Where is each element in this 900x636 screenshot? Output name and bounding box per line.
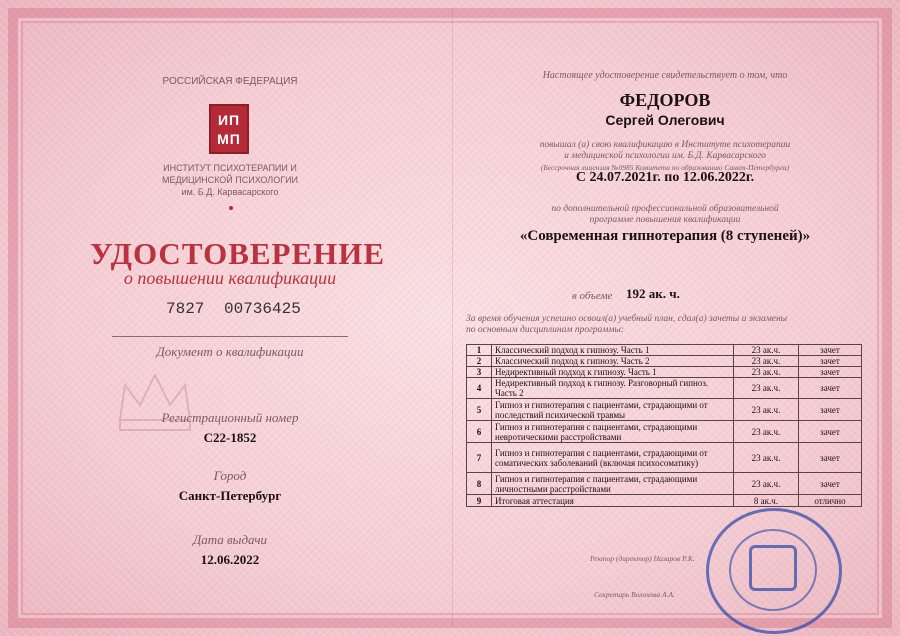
subject-name: Гипноз и гипнотерапия с пациентами, страдающими личностными расстройствами [492, 473, 734, 495]
subject-hours: 23 ак.ч. [734, 421, 799, 443]
holder-surname: ФЕДОРОВ [619, 90, 711, 110]
holder-name: Сергей Олегович [605, 112, 725, 128]
subject-row [467, 473, 862, 495]
program-name: «Современная гипнотерапия (8 ступеней)» [519, 228, 811, 244]
rector-signature-line: Ректор (директор) Назаров Р.К. [590, 554, 695, 563]
subject-name: Классический подход к гипнозу. Часть 1 [492, 345, 734, 356]
doc-type-label: Документ о квалификации [156, 344, 304, 359]
series-number: 7827 [166, 300, 205, 318]
qualification-line: и медицинской психологии им. Б.Д. Карвасарского [564, 151, 766, 161]
subject-number: 2 [467, 356, 492, 367]
program-intro [470, 204, 860, 226]
passed-line: по основным дисциплинам программы: [466, 325, 625, 335]
qualification-text [470, 140, 860, 173]
reg-number-label: Регистрационный номер [161, 410, 299, 425]
subject-hours: 23 ак.ч. [734, 399, 799, 421]
divider [112, 336, 348, 337]
institute-name [140, 162, 320, 198]
subject-result: зачет [799, 367, 862, 378]
qualification-line: повышал (а) свою квалификацию в Институте психотерапии [539, 140, 791, 150]
document-title: УДОСТОВЕРЕНИЕ [90, 236, 386, 271]
country-label: РОССИЙСКАЯ ФЕДЕРАЦИЯ [162, 76, 298, 87]
subject-name: Недирективный подход к гипнозу. Часть 1 [492, 367, 734, 378]
program-intro-line: по дополнительной профессиональной образовательной [551, 204, 779, 214]
city-label: Город [213, 468, 247, 483]
subject-row [467, 345, 862, 356]
subject-row [467, 378, 862, 399]
subject-row [467, 495, 862, 507]
dot-ornament [229, 206, 233, 210]
document-subtitle: о повышении квалификации [123, 268, 337, 288]
subject-number: 8 [467, 473, 492, 495]
subject-result: зачет [799, 443, 862, 473]
reg-number-value: С22-1852 [203, 430, 257, 445]
issue-date-value: 12.06.2022 [200, 552, 260, 567]
subject-result: зачет [799, 421, 862, 443]
logo-text-bottom: МП [217, 131, 241, 147]
subject-number: 7 [467, 443, 492, 473]
subject-row [467, 356, 862, 367]
subject-name: Классический подход к гипнозу. Часть 2 [492, 356, 734, 367]
institute-logo [209, 104, 249, 154]
secretary-signature-line: Секретарь Волохова А.А. [594, 590, 675, 599]
official-stamp-seal [706, 508, 842, 634]
subject-number: 9 [467, 495, 492, 507]
subject-row [467, 399, 862, 421]
subject-row [467, 421, 862, 443]
subject-hours: 23 ак.ч. [734, 356, 799, 367]
volume-label: в объеме [572, 290, 613, 302]
subject-name: Гипноз и гипнотерапия с пациентами, страдающими от последствий психической травмы [492, 399, 734, 421]
subject-name: Итоговая аттестация [492, 495, 734, 507]
subject-row [467, 443, 862, 473]
subject-name: Гипноз и гипнотерапия с пациентами, страдающими от соматических заболеваний (включая психосоматику) [492, 443, 734, 473]
subject-number: 6 [467, 421, 492, 443]
license-line: (Бессрочная лицензия №0985 Комитета по образованию Санкт-Петербурга) [540, 163, 790, 172]
program-intro-line: программе повышения квалификации [589, 215, 741, 225]
subject-hours: 23 ак.ч. [734, 443, 799, 473]
crown-watermark-icon [110, 360, 200, 440]
subject-row [467, 367, 862, 378]
study-period: С 24.07.2021г. по 12.06.2022г. [575, 170, 755, 185]
subject-result: зачет [799, 399, 862, 421]
institute-line: МЕДИЦИНСКОЙ ПСИХОЛОГИИ [161, 175, 299, 185]
subject-number: 5 [467, 399, 492, 421]
subject-result: зачет [799, 356, 862, 367]
subject-name: Недирективный подход к гипнозу. Разговорный гипноз. Часть 2 [492, 378, 734, 399]
subject-number: 4 [467, 378, 492, 399]
subject-number: 3 [467, 367, 492, 378]
volume-value: 192 ак. ч. [626, 286, 680, 301]
subject-name: Гипноз и гипнотерапия с пациентами, страдающими невротическими расстройствами [492, 421, 734, 443]
logo-text-top: ИП [217, 112, 241, 128]
subject-hours: 23 ак.ч. [734, 345, 799, 356]
subject-result: зачет [799, 378, 862, 399]
subjects-table [466, 344, 862, 507]
subject-hours: 23 ак.ч. [734, 367, 799, 378]
intro-text: Настоящее удостоверение свидетельствует о том, что [542, 70, 788, 81]
subject-hours: 8 ак.ч. [734, 495, 799, 507]
institute-line: им. Б.Д. Карвасарского [181, 187, 279, 197]
subject-result: зачет [799, 345, 862, 356]
subject-hours: 23 ак.ч. [734, 473, 799, 495]
subject-hours: 23 ак.ч. [734, 378, 799, 399]
passed-text [466, 314, 862, 336]
institute-line: ИНСТИТУТ ПСИХОТЕРАПИИ И [163, 163, 297, 173]
issue-date-label: Дата выдачи [192, 532, 268, 547]
subject-result: отлично [799, 495, 862, 507]
document-number: 00736425 [224, 300, 301, 318]
subject-result: зачет [799, 473, 862, 495]
stamp-monogram-icon [749, 545, 797, 591]
city-value: Санкт-Петербург [178, 488, 282, 503]
passed-line: За время обучения успешно освоил(а) учебный план, сдал(а) зачеты и экзамены [466, 314, 788, 324]
page-fold [452, 8, 453, 628]
subject-number: 1 [467, 345, 492, 356]
